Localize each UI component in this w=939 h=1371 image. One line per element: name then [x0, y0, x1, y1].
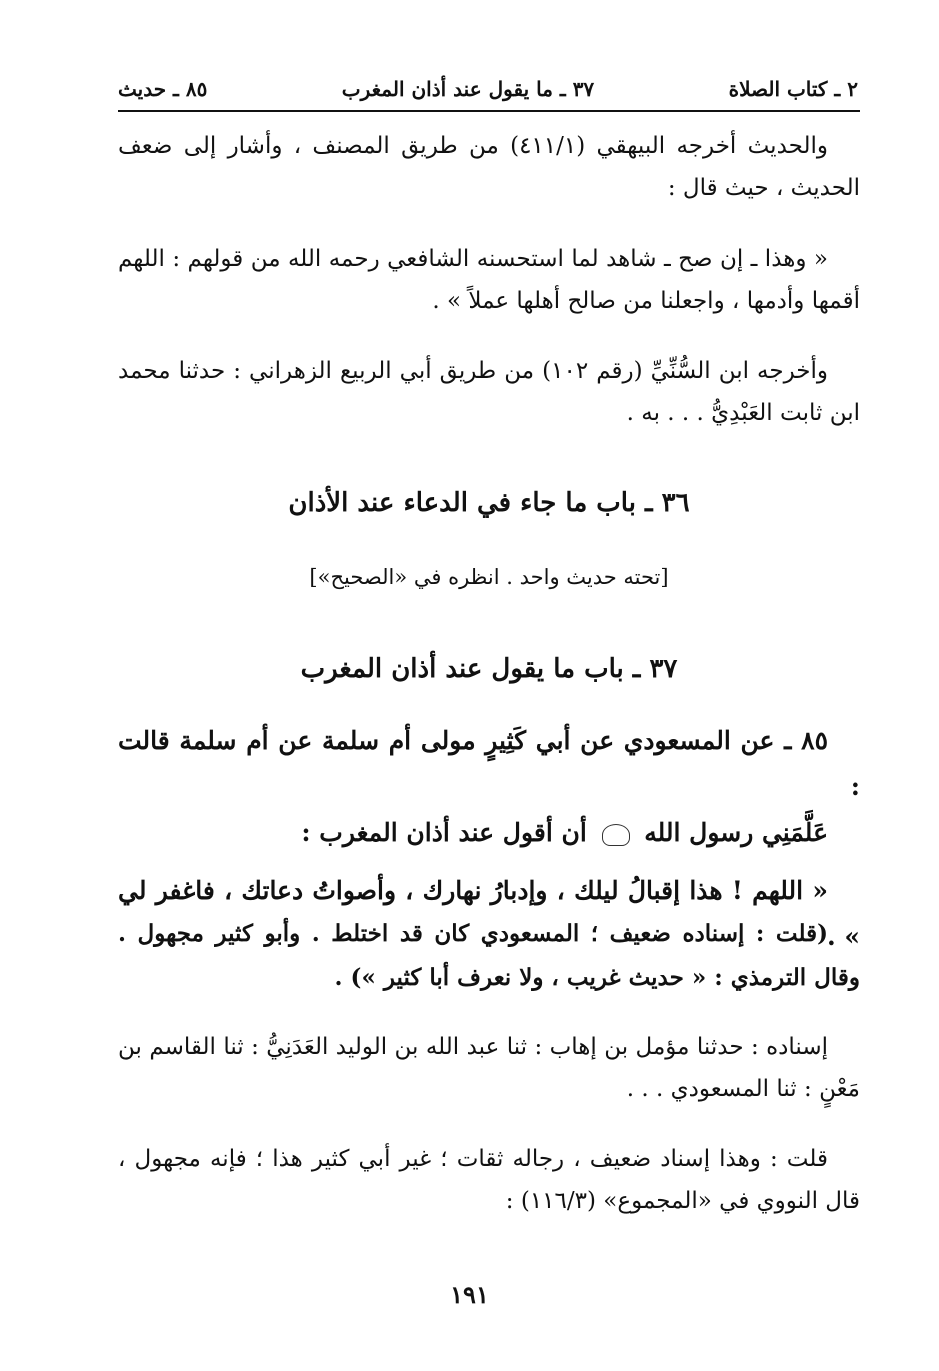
hadith-line-2-start: عَلَّمَنِي رسول الله — [644, 818, 828, 847]
hadith-line-1: ٨٥ ـ عن المسعودي عن أبي كَثِيرٍ مولى أم سلمة عن أم سلمة قالت : — [118, 726, 860, 801]
hadith-line-2-end: أن أقول عند أذان المغرب : — [301, 818, 587, 847]
header-book-title: ٢ ـ كتاب الصلاة — [728, 77, 858, 101]
chapter-36-note: [تحته حديث واحد . انظره في «الصحيح»] — [309, 565, 669, 589]
hadith-line-2 — [118, 810, 860, 856]
paragraph-quote-bayhaqi: « وهذا ـ إن صح ـ شاهد لما استحسنه الشافعي رحمه الله من قولهم : اللهم أقمها وأدمها ، واجعلنا من صالح أهلها عملاً » . — [118, 246, 860, 314]
isnad-paragraph: إسناده : حدثنا مؤمل بن إهاب : ثنا عبد الله بن الوليد العَدَنِيُّ : ثنا القاسم بن مَعْنٍ : ثنا المسعودي . . . — [118, 1034, 860, 1102]
page-number: ١٩١ — [450, 1280, 489, 1309]
chapter-37-title: ٣٧ ـ باب ما يقول عند أذان المغرب — [300, 654, 678, 684]
header-chapter-title: ٣٧ ـ ما يقول عند أذان المغرب — [341, 77, 595, 101]
paragraph-bayhaqi: والحديث أخرجه البيهقي (٤١١/١) من طريق المصنف ، وأشار إلى ضعف الحديث ، حيث قال : — [118, 133, 860, 201]
final-paragraph: قلت : وهذا إسناد ضعيف ، رجاله ثقات ؛ غير أبي كثير هذا ؛ فإنه مجهول ، قال النووي في «المجموع» (١١٦/٣) : — [118, 1146, 860, 1214]
salla-icon — [602, 824, 630, 846]
author-comment: (قلت : إسناده ضعيف ؛ المسعودي كان قد اختلط . وأبو كثير مجهول . وقال الترمذي : « حديث غريب ، ولا نعرف أبا كثير ») . — [118, 920, 860, 991]
header-hadith-number: ٨٥ ـ حديث — [118, 77, 208, 101]
hadith-supplication: « اللهم ! هذا إقبالُ ليلك ، وإدبارُ نهارك ، وأصواتُ دعاتك ، فاغفر لي » . — [118, 876, 860, 951]
paragraph-ibn-sunni: وأخرجه ابن السُّنِّيِّ (رقم ١٠٢) من طريق أبي الربيع الزهراني : حدثنا محمد ابن ثابت العَبْدِيُّ . . . به . — [118, 358, 860, 426]
header-divider — [118, 110, 860, 112]
chapter-36-title: ٣٦ ـ باب ما جاء في الدعاء عند الأذان — [288, 488, 690, 518]
running-header — [118, 72, 858, 106]
